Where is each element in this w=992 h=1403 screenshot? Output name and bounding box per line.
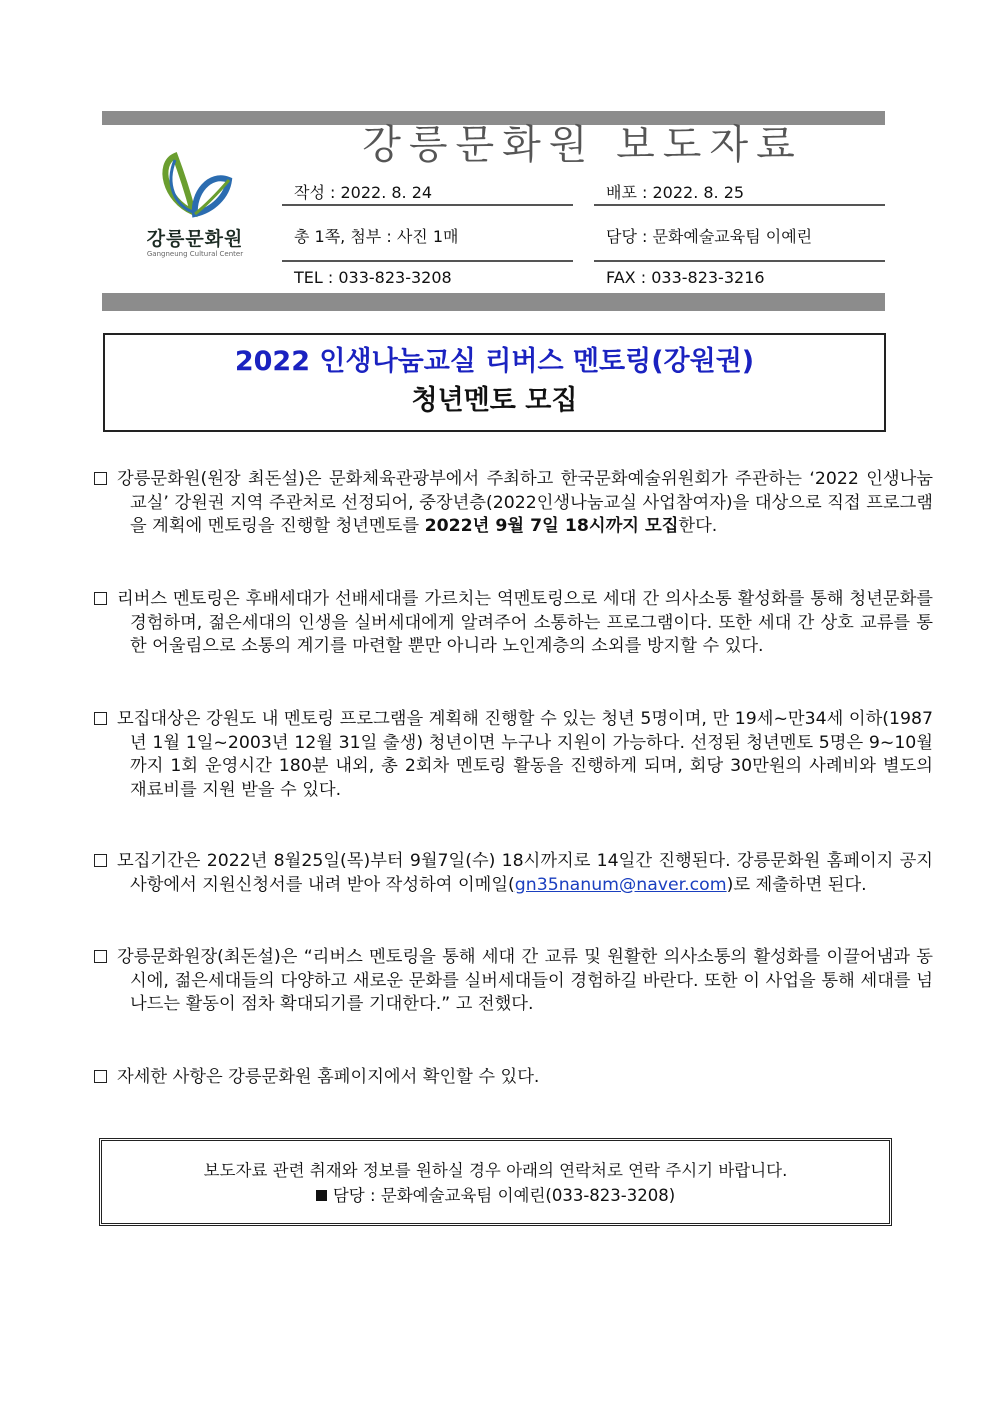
paragraph-text: 한다. (678, 516, 718, 537)
paragraph-6 (94, 1066, 933, 1090)
telephone: TEL : 033-823-3208 (294, 268, 452, 287)
written-date: 작성 : 2022. 8. 24 (294, 183, 433, 202)
contact-person: 담당 : 문화예술교육팀 이예린 (606, 227, 813, 246)
footer-contact (102, 1183, 889, 1208)
checkbox-bullet-icon (94, 712, 107, 725)
logo-name: 강릉문화원 (146, 228, 244, 250)
paragraph-text: 리버스 멘토링은 후배세대가 선배세대를 가르치는 역멘토링으로 세대 간 의사소통 활성화를 통해 청년문화를 경험하며, 젊은세대의 인생을 실버세대에게 알려주어 소통하는 프로그램이다. 또한 세대 간 상호 교류를 통한 어울림으로 소통의 계기를 마련할 뿐만 아니라 노인계층의 소외를 방지할 수 있다. (117, 589, 933, 657)
contact-footer-box (99, 1138, 892, 1226)
header-divider (594, 260, 885, 262)
paragraph-2 (94, 588, 933, 659)
header-divider (594, 204, 885, 206)
document-title: 강릉문화원 보도자료 (362, 122, 803, 168)
paragraph-1 (94, 468, 933, 539)
page-count: 총 1쪽, 첨부 : 사진 1매 (294, 227, 459, 246)
paragraph-5 (94, 946, 933, 1017)
checkbox-bullet-icon (94, 854, 107, 867)
header-bottom-bar (102, 293, 885, 311)
headline-subtitle: 청년멘토 모집 (411, 385, 578, 416)
checkbox-bullet-icon (94, 950, 107, 963)
square-bullet-icon (316, 1190, 327, 1201)
footer-contact-text: 담당 : 문화예술교육팀 이예린(033-823-3208) (332, 1186, 676, 1205)
paragraph-4 (94, 850, 933, 897)
footer-notice: 보도자료 관련 취재와 정보를 원하실 경우 아래의 연락처로 연락 주시기 바랍니다. (203, 1161, 788, 1180)
fax: FAX : 033-823-3216 (606, 268, 765, 287)
checkbox-bullet-icon (94, 1070, 107, 1083)
header-divider (282, 204, 573, 206)
distribution-date: 배포 : 2022. 8. 25 (606, 183, 745, 202)
paragraph-text: 자세한 사항은 강릉문화원 홈페이지에서 확인할 수 있다. (117, 1067, 540, 1087)
headline-title: 2022 인생나눔교실 리버스 멘토링(강원권) (234, 346, 755, 377)
paragraph-text: 강릉문화원장(최돈설)은 “리버스 멘토링을 통해 세대 간 교류 및 원활한 의사소통의 활성화를 이끌어냄과 동시에, 젊은세대들의 다양하고 새로운 문화를 실버세대들이 경험하길 바란다. 또한 이 사업을 통해 세대를 넘나드는 활동이 점차 확대되기를 기대한다.” 고 전했다. (117, 947, 933, 1015)
logo-subtitle: Gangneung Cultural Center (146, 250, 244, 258)
paragraph-3 (94, 708, 933, 803)
paragraph-text: 모집대상은 강원도 내 멘토링 프로그램을 계획해 진행할 수 있는 청년 5명이며, 만 19세~만34세 이하(1987년 1월 1일~2003년 12월 31일 출생) 청년이면 누구나 지원이 가능하다. 선정된 청년멘토 5명은 9~10월까지 1회 운영시간 180분 내외, 총 2회차 멘토링 활동을 진행하게 되며, 회당 30만원의 사례비와 별도의 재료비를 지원 받을 수 있다. (117, 709, 933, 801)
checkbox-bullet-icon (94, 592, 107, 605)
paragraph-text: 모집기간은 2022년 8월25일(목)부터 9월7일(수) 18시까지로 14일간 진행된다. 강릉문화원 홈페이지 공지사항에서 지원신청서를 내려 받아 작성하여 이메일( (117, 851, 933, 895)
email-link[interactable]: gn35nanum@naver.com (514, 874, 727, 895)
paragraph-text: 강릉문화원(원장 최돈설)은 문화체육관광부에서 주최하고 한국문화예술위원회가 주관하는 ‘2022 인생나눔교실’ 강원권 지역 주관처로 선정되어, 중장년층(2022인생나눔교실 사업참여자)을 대상으로 직접 프로그램을 계획에 멘토링을 진행할 청년멘토를 (117, 469, 933, 537)
paragraph-text: )로 제출하면 된다. (726, 874, 867, 895)
organization-logo (135, 150, 265, 270)
deadline-emphasis: 2022년 9월 7일 18시까지 모집 (424, 516, 679, 537)
headline-box (103, 333, 886, 432)
leaf-logo-icon (135, 150, 255, 222)
header-divider (282, 260, 573, 262)
checkbox-bullet-icon (94, 472, 107, 485)
